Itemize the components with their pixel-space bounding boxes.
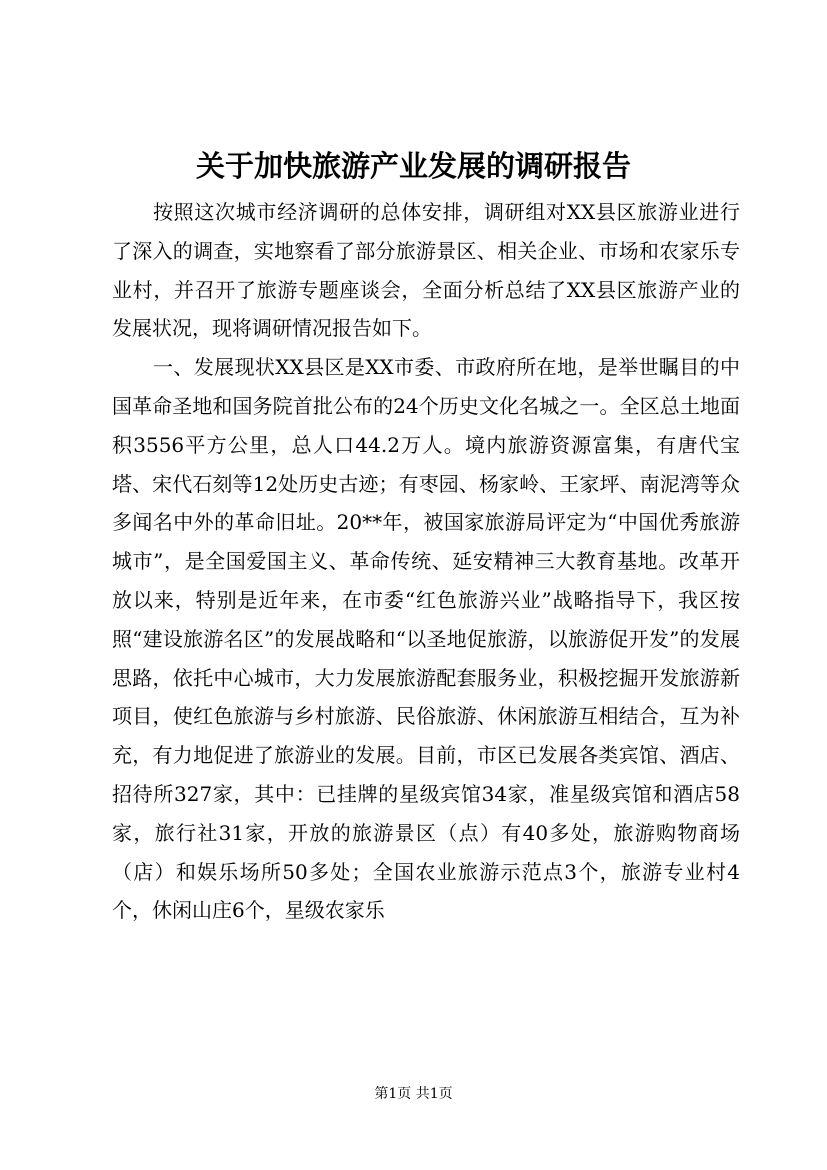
page-footer: 第1页 共1页	[374, 1086, 453, 1102]
document-body	[112, 193, 740, 930]
document-title: 关于加快旅游产业发展的调研报告	[195, 149, 631, 183]
paragraph-intro: 按照这次城市经济调研的总体安排，调研组对XX县区旅游业进行了深入的调查，实地察看了部分旅游景区、相关企业、市场和农家乐专业村，并召开了旅游专题座谈会，全面分析总结了XX县区旅游产业的发展状况，现将调研情况报告如下。	[112, 200, 740, 341]
paragraph-current-status: 一、发展现状XX县区是XX市委、市政府所在地，是举世瞩目的中国革命圣地和国务院首批公布的24个历史文化名城之一。全区总土地面积3556平方公里，总人口44.2万人。境内旅游资源富集，有唐代宝塔、宋代石刻等12处历史古迹；有枣园、杨家岭、王家坪、南泥湾等众多闻名中外的革命旧址。20**年，被国家旅游局评定为“中国优秀旅游城市”，是全国爱国主义、革命传统、延安精神三大教育基地。改革开放以来，特别是近年来，在市委“红色旅游兴业”战略指导下，我区按照“建设旅游名区”的发展战略和“以圣地促旅游，以旅游促开发”的发展思路，依托中心城市，大力发展旅游配套服务业，积极挖掘开发旅游新项目，使红色旅游与乡村旅游、民俗旅游、休闲旅游互相结合，互为补充，有力地促进了旅游业的发展。目前，市区已发展各类宾馆、酒店、招待所327家，其中：已挂牌的星级宾馆34家，准星级宾馆和酒店58家，旅行社31家，开放的旅游景区（点）有40多处，旅游购物商场（店）和娱乐场所50多处；全国农业旅游示范点3个，旅游专业村4个，休闲山庄6个，星级农家乐	[112, 355, 740, 923]
